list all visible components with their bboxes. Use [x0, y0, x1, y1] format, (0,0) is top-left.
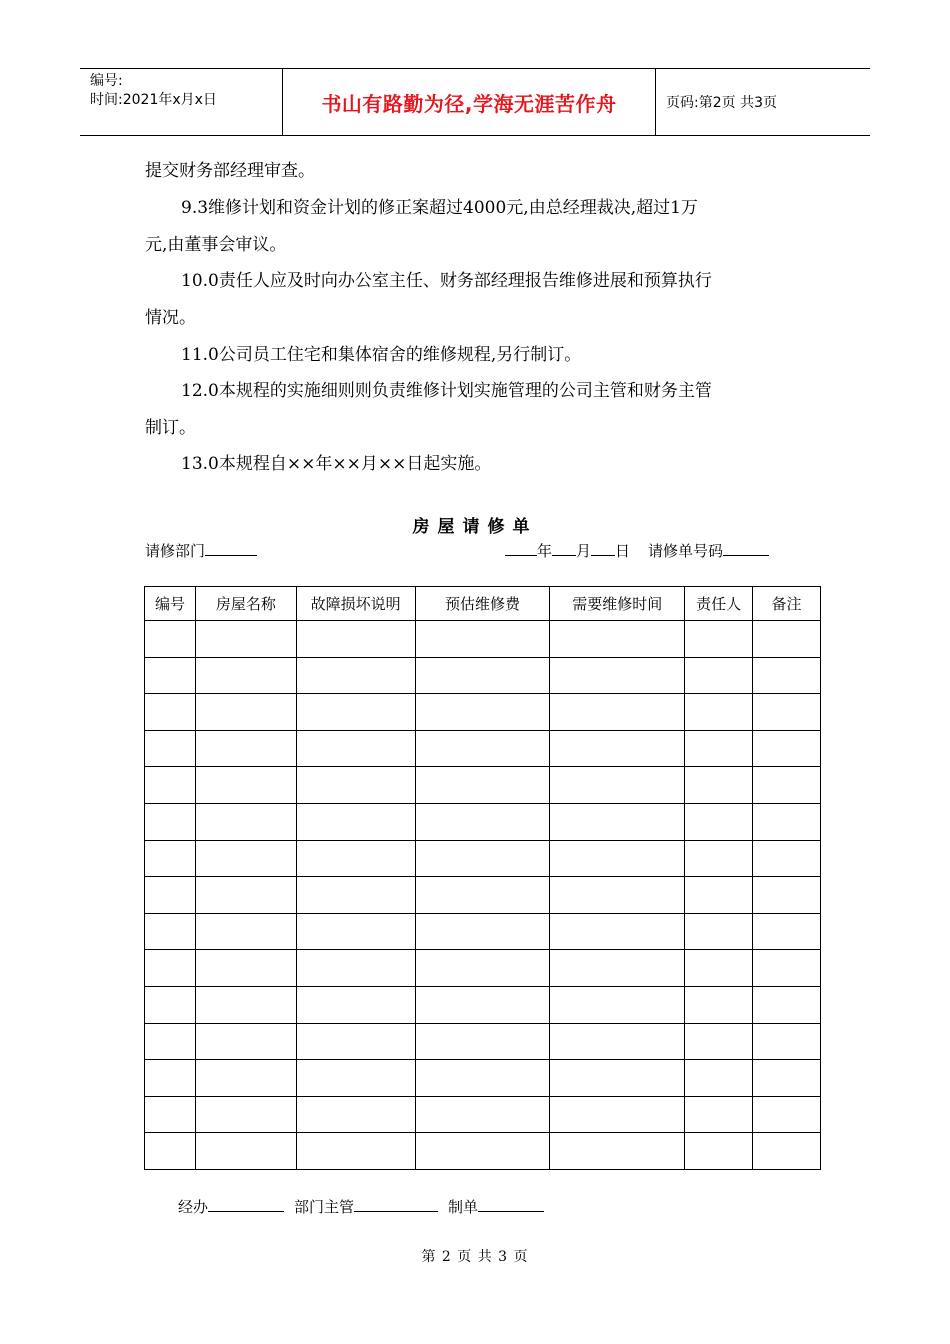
table-row: [145, 1023, 821, 1060]
table-cell[interactable]: [685, 986, 753, 1023]
dept-blank: [205, 541, 257, 556]
table-row: [145, 803, 821, 840]
header-page-info: 页码:第2页 共3页: [666, 95, 777, 111]
maker-label: 制单: [448, 1198, 479, 1216]
page-footer: 第 2 页 共 3 页: [421, 1249, 529, 1265]
table-cell[interactable]: [415, 950, 550, 987]
table-row: [145, 840, 821, 877]
table-cell[interactable]: [550, 877, 685, 914]
table-cell[interactable]: [415, 657, 550, 694]
paragraph: [145, 190, 825, 264]
table-row: [145, 877, 821, 914]
dept-field: [145, 540, 257, 561]
table-cell[interactable]: [753, 1133, 821, 1170]
table-cell[interactable]: [415, 730, 550, 767]
table-cell[interactable]: [195, 877, 296, 914]
table-row: [145, 730, 821, 767]
table-cell[interactable]: [195, 1096, 296, 1133]
table-cell[interactable]: [753, 986, 821, 1023]
table-cell[interactable]: [685, 1060, 753, 1097]
table-cell[interactable]: [145, 621, 196, 658]
paragraph-line: 11.0公司员工住宅和集体宿舍的维修规程,另行制订。: [181, 345, 582, 365]
table-cell[interactable]: [296, 877, 415, 914]
table-cell[interactable]: [296, 621, 415, 658]
table-cell[interactable]: [685, 1096, 753, 1133]
table-cell[interactable]: [415, 1023, 550, 1060]
table-cell[interactable]: [195, 730, 296, 767]
table-cell[interactable]: [415, 803, 550, 840]
date-field: [505, 540, 769, 561]
table-cell[interactable]: [685, 913, 753, 950]
table-cell[interactable]: [145, 1060, 196, 1097]
table-cell[interactable]: [685, 694, 753, 731]
table-cell[interactable]: [415, 840, 550, 877]
table-cell[interactable]: [550, 803, 685, 840]
table-cell[interactable]: [753, 1023, 821, 1060]
table-cell[interactable]: [195, 950, 296, 987]
paragraph-line: 制订。: [145, 418, 196, 438]
handler-label: 经办: [178, 1198, 209, 1216]
column-header: 编号: [145, 587, 196, 621]
column-header: 责任人: [685, 587, 753, 621]
paragraph-line: 9.3维修计划和资金计划的修正案超过4000元,由总经理裁决,超过1万: [181, 198, 698, 218]
table-cell[interactable]: [296, 913, 415, 950]
dept-label: 请修部门: [145, 542, 206, 560]
paragraph-line: 情况。: [145, 308, 196, 328]
doc-date: 时间:2021年x月x日: [90, 92, 217, 108]
table-cell[interactable]: [296, 767, 415, 804]
table-cell[interactable]: [296, 1023, 415, 1060]
table-row: [145, 913, 821, 950]
table-row: [145, 1096, 821, 1133]
header-divider: [655, 69, 656, 135]
table-cell[interactable]: [685, 840, 753, 877]
table-cell[interactable]: [685, 1023, 753, 1060]
table-cell[interactable]: [550, 1133, 685, 1170]
table-row: [145, 986, 821, 1023]
paragraph-line: 元,由董事会审议。: [145, 235, 287, 255]
table-cell[interactable]: [296, 986, 415, 1023]
table-row: [145, 1060, 821, 1097]
table-cell[interactable]: [195, 767, 296, 804]
table-cell[interactable]: [145, 694, 196, 731]
table-cell[interactable]: [195, 621, 296, 658]
day-blank: [591, 541, 615, 556]
table-cell[interactable]: [550, 657, 685, 694]
header-meta: [80, 69, 282, 135]
table-cell[interactable]: [296, 694, 415, 731]
table-cell[interactable]: [550, 1060, 685, 1097]
table-cell[interactable]: [550, 694, 685, 731]
table-cell[interactable]: [753, 657, 821, 694]
table-cell[interactable]: [753, 1060, 821, 1097]
table-cell[interactable]: [550, 767, 685, 804]
table-cell[interactable]: [550, 950, 685, 987]
year-blank: [505, 541, 537, 556]
table-cell[interactable]: [145, 730, 196, 767]
table-row: [145, 950, 821, 987]
table-cell[interactable]: [415, 694, 550, 731]
paragraph-line: 提交财务部经理审查。: [145, 161, 315, 181]
table-cell[interactable]: [753, 840, 821, 877]
supervisor-label: 部门主管: [294, 1198, 355, 1216]
table-cell[interactable]: [685, 657, 753, 694]
table-cell[interactable]: [550, 1023, 685, 1060]
form-title: 房屋请修单: [412, 517, 538, 537]
table-cell[interactable]: [753, 913, 821, 950]
column-header: 房屋名称: [195, 587, 296, 621]
table-cell[interactable]: [753, 1096, 821, 1133]
header-motto: 书山有路勤为径,学海无涯苦作舟: [321, 91, 617, 116]
table-cell[interactable]: [753, 950, 821, 987]
paragraph-line: 13.0本规程自××年××月××日起实施。: [181, 454, 492, 474]
table-cell[interactable]: [145, 950, 196, 987]
table-cell[interactable]: [296, 1060, 415, 1097]
paragraph: [145, 153, 825, 190]
table-cell[interactable]: [685, 950, 753, 987]
paragraph: [145, 337, 825, 374]
maker-blank: [478, 1197, 544, 1212]
table-cell[interactable]: [753, 767, 821, 804]
paragraph: [145, 373, 825, 447]
table-cell[interactable]: [296, 1096, 415, 1133]
paragraph: [145, 446, 825, 483]
paragraph: [145, 263, 825, 337]
paragraph-line: 12.0本规程的实施细则则负责维修计划实施管理的公司主管和财务主管: [181, 381, 712, 401]
table-cell[interactable]: [415, 1060, 550, 1097]
column-header: 预估维修费: [415, 587, 550, 621]
table-cell[interactable]: [550, 730, 685, 767]
order-no-label: 请修单号码: [648, 542, 724, 560]
column-header: 备注: [753, 587, 821, 621]
handler-blank: [208, 1197, 284, 1212]
table-cell[interactable]: [415, 1133, 550, 1170]
table-cell[interactable]: [753, 694, 821, 731]
table-cell[interactable]: [415, 621, 550, 658]
table-cell[interactable]: [145, 657, 196, 694]
table-cell[interactable]: [145, 803, 196, 840]
table-cell[interactable]: [195, 1060, 296, 1097]
table-cell[interactable]: [195, 694, 296, 731]
table-cell[interactable]: [195, 803, 296, 840]
table-cell[interactable]: [195, 1133, 296, 1170]
table-cell[interactable]: [685, 877, 753, 914]
day-label: 日: [615, 542, 631, 560]
table-cell[interactable]: [415, 1096, 550, 1133]
table-cell[interactable]: [685, 730, 753, 767]
table-cell[interactable]: [296, 730, 415, 767]
supervisor-blank: [354, 1197, 438, 1212]
table-cell[interactable]: [685, 803, 753, 840]
table-cell[interactable]: [296, 657, 415, 694]
table-cell[interactable]: [145, 913, 196, 950]
table-cell[interactable]: [145, 767, 196, 804]
order-no-blank: [723, 541, 769, 556]
table-cell[interactable]: [145, 1096, 196, 1133]
table-row: [145, 621, 821, 658]
table-cell[interactable]: [145, 877, 196, 914]
table-header-row: [145, 587, 821, 621]
table-row: [145, 657, 821, 694]
table-cell[interactable]: [145, 1023, 196, 1060]
table-cell[interactable]: [296, 840, 415, 877]
table-cell[interactable]: [753, 803, 821, 840]
table-cell[interactable]: [195, 986, 296, 1023]
table-cell[interactable]: [195, 913, 296, 950]
table-cell[interactable]: [415, 767, 550, 804]
table-cell[interactable]: [550, 913, 685, 950]
signature-line: [178, 1196, 544, 1217]
month-label: 月: [576, 542, 592, 560]
table-cell[interactable]: [296, 950, 415, 987]
table-cell[interactable]: [550, 621, 685, 658]
table-cell[interactable]: [195, 1023, 296, 1060]
table-cell[interactable]: [145, 840, 196, 877]
column-header: 需要维修时间: [550, 587, 685, 621]
table-cell[interactable]: [415, 986, 550, 1023]
year-label: 年: [537, 542, 553, 560]
month-blank: [552, 541, 576, 556]
table-cell[interactable]: [145, 1133, 196, 1170]
table-cell[interactable]: [753, 621, 821, 658]
table-cell[interactable]: [195, 840, 296, 877]
table-cell[interactable]: [145, 986, 196, 1023]
table-body: [145, 621, 821, 1170]
table-cell[interactable]: [685, 621, 753, 658]
doc-number-label: 编号:: [90, 73, 123, 89]
table-cell[interactable]: [685, 1133, 753, 1170]
column-header: 故障损坏说明: [296, 587, 415, 621]
paragraph-line: 10.0责任人应及时向办公室主任、财务部经理报告维修进展和预算执行: [181, 271, 712, 291]
table-cell[interactable]: [685, 767, 753, 804]
table-row: [145, 767, 821, 804]
table-row: [145, 1133, 821, 1170]
table-cell[interactable]: [550, 986, 685, 1023]
table-cell[interactable]: [296, 1133, 415, 1170]
table-cell[interactable]: [195, 657, 296, 694]
table-cell[interactable]: [296, 803, 415, 840]
table-cell[interactable]: [753, 730, 821, 767]
table-cell[interactable]: [415, 913, 550, 950]
table-cell[interactable]: [550, 1096, 685, 1133]
repair-table: [144, 586, 821, 1170]
table-cell[interactable]: [415, 877, 550, 914]
table-cell[interactable]: [550, 840, 685, 877]
table-row: [145, 694, 821, 731]
table-cell[interactable]: [753, 877, 821, 914]
page-header: [80, 68, 870, 136]
